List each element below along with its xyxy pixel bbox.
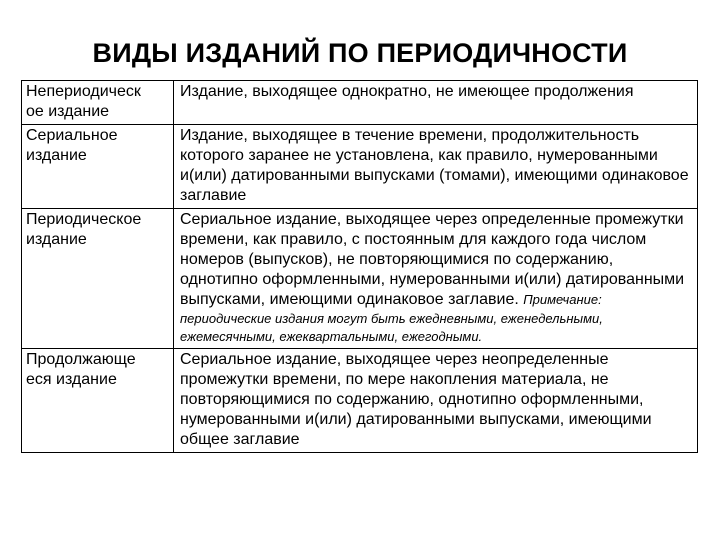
definition-cell: [174, 209, 698, 349]
term-label-line: Продолжающе: [26, 351, 136, 368]
table-row-continuing: [22, 349, 698, 453]
table-row-non-periodical: [22, 81, 698, 125]
definition-cell: Сериальное издание, выходящее через неопределенные промежутки времени, по мере накопления материала, не повторяющимися по содержанию, однотипно оформленными, нумерованными и(или) датированными выпусками, имеющими общее заглавие: [174, 349, 698, 453]
page-title: ВИДЫ ИЗДАНИЙ ПО ПЕРИОДИЧНОСТИ: [92, 38, 628, 68]
table-row-serial: [22, 125, 698, 209]
term-label-line: Сериальное: [26, 127, 118, 144]
term-label-line: издание: [26, 231, 87, 248]
definition-cell: Издание, выходящее в течение времени, продолжительность которого заранее не установлена, как правило, нумерованными и(или) датированными выпусками (томами), имеющими одинаковое заглавие: [174, 125, 698, 209]
term-label-line: издание: [26, 147, 87, 164]
term-cell: [22, 209, 174, 349]
definitions-table: [21, 80, 698, 453]
term-label-line: Непериодическ: [26, 83, 141, 100]
table-row-periodical: [22, 209, 698, 349]
term-cell: [22, 125, 174, 209]
term-cell: [22, 349, 174, 453]
term-label-line: еся издание: [26, 371, 117, 388]
note-body: периодические издания могут быть ежедневными, еженедельными, ежемесячными, ежеквартальными, ежегодными.: [180, 311, 603, 344]
definition-text: Сериальное издание, выходящее через определенные промежутки времени, как правило, с постоянным для каждого года числом номеров (выпусков), не повторяющимися по содержанию, однотипно оформленными, нумерованными и(или) датированными выпусками, имеющими одинаковое заглавие.: [180, 211, 685, 308]
term-cell: [22, 81, 174, 125]
term-label-line: ое издание: [26, 103, 110, 120]
note-lead: Примечание:: [523, 292, 602, 307]
definition-cell: Издание, выходящее однократно, не имеющее продолжения: [174, 81, 698, 125]
term-label-line: Периодическое: [26, 211, 142, 228]
